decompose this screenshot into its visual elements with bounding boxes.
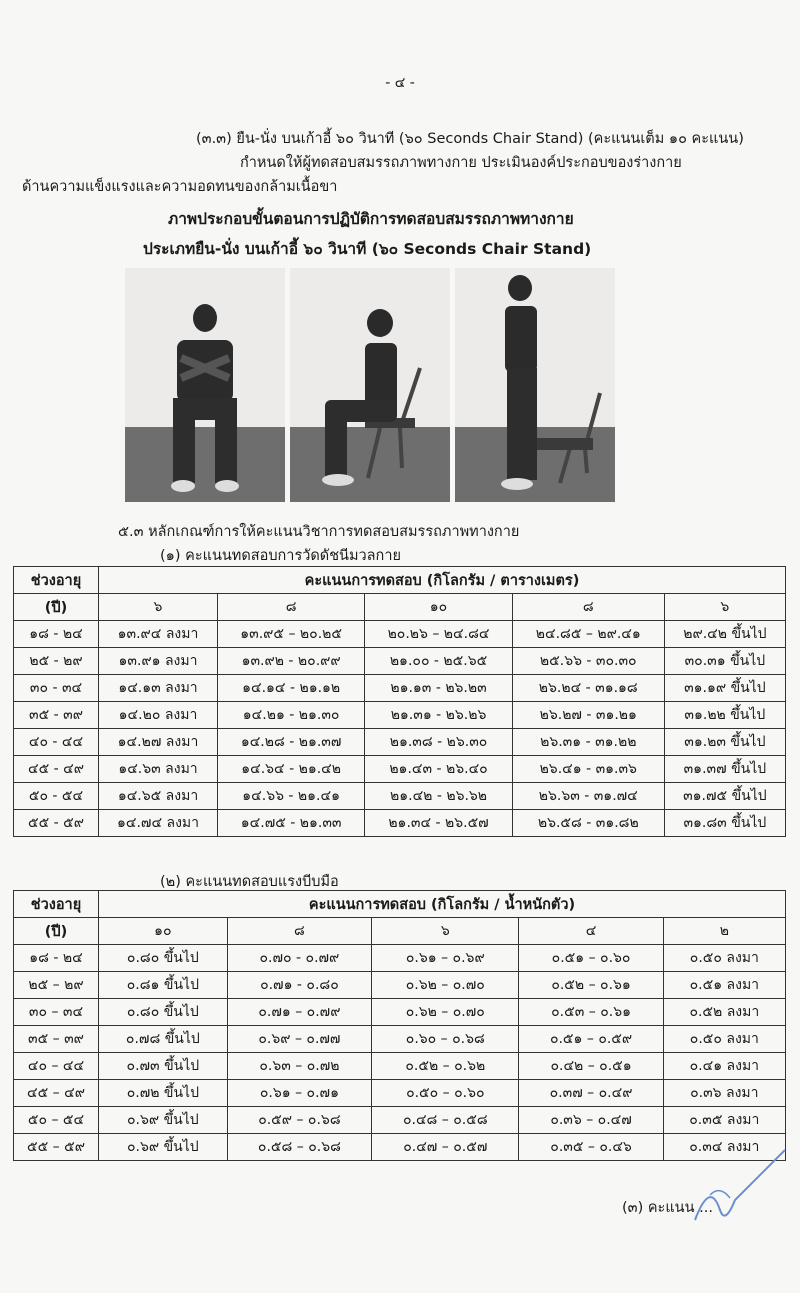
criteria-heading: ๕.๓ หลักเกณฑ์การให้คะแนนวิชาการทดสอบสมรรถภาพทางกาย: [118, 524, 520, 540]
score-cell: ๐.๘๐ ขึ้นไป: [99, 999, 228, 1026]
score-cell: ๐.๖๙ ขึ้นไป: [99, 1134, 228, 1161]
score-cell: ๑๔.๒๗ ลงมา: [99, 729, 218, 756]
score-header: ๘: [512, 594, 664, 621]
score-cell: ๑๔.๑๓ ลงมา: [99, 675, 218, 702]
score-cell: ๑๔.๒๘ - ๒๑.๓๗: [218, 729, 365, 756]
score-cell: ๑๔.๖๓ ลงมา: [99, 756, 218, 783]
age-header-unit: (ปี): [14, 594, 99, 621]
score-header: ๖: [664, 594, 785, 621]
score-cell: ๐.๖๑ – ๐.๖๙: [372, 945, 519, 972]
score-cell: ๒๖.๒๔ - ๓๑.๑๘: [512, 675, 664, 702]
table-row: [14, 675, 786, 702]
score-cell: ๓๑.๗๕ ขึ้นไป: [664, 783, 785, 810]
score-cell: ๐.๓๗ – ๐.๔๙: [519, 1080, 663, 1107]
score-cell: ๐.๗๑ - ๐.๘๐: [227, 972, 371, 999]
score-cell: ๒๑.๓๔ - ๒๖.๕๗: [365, 810, 513, 837]
score-cell: ๓๐.๓๑ ขึ้นไป: [664, 648, 785, 675]
score-cell: ๑๔.๒๐ ลงมา: [99, 702, 218, 729]
table-row: [14, 702, 786, 729]
group-header: คะแนนการทดสอบ (กิโลกรัม / น้ำหนักตัว): [99, 891, 786, 918]
table-row: [14, 945, 786, 972]
score-cell: ๐.๓๖ – ๐.๔๗: [519, 1107, 663, 1134]
score-header: ๑๐: [99, 918, 228, 945]
section-heading: (๓.๓) ยืน-นั่ง บนเก้าอี้ ๖๐ วินาที (๖๐ Seconds Chair Stand) (คะแนนเต็ม ๑๐ คะแนน): [196, 131, 744, 147]
score-cell: ๐.๗๐ - ๐.๗๙: [227, 945, 371, 972]
score-cell: ๐.๖๐ – ๐.๖๘: [372, 1026, 519, 1053]
photo-seated-side: [290, 268, 450, 502]
score-cell: ๑๔.๖๔ - ๒๑.๔๒: [218, 756, 365, 783]
score-cell: ๐.๖๑ – ๐.๗๑: [227, 1080, 371, 1107]
score-cell: ๑๔.๖๖ - ๒๑.๔๑: [218, 783, 365, 810]
score-cell: ๓๑.๑๙ ขึ้นไป: [664, 675, 785, 702]
grip-strength-table: [13, 890, 786, 1161]
score-header: ๑๐: [365, 594, 513, 621]
score-cell: ๐.๕๙ – ๐.๖๘: [227, 1107, 371, 1134]
score-header: ๖: [99, 594, 218, 621]
score-cell: ๐.๔๒ – ๐.๕๑: [519, 1053, 663, 1080]
score-cell: ๒๖.๓๑ - ๓๑.๒๒: [512, 729, 664, 756]
score-cell: ๐.๗๘ ขึ้นไป: [99, 1026, 228, 1053]
score-header: ๔: [519, 918, 663, 945]
table-row: [14, 621, 786, 648]
photo-seated-front: [125, 268, 285, 502]
score-cell: ๑๔.๒๑ - ๒๑.๓๐: [218, 702, 365, 729]
description-line-1: กำหนดให้ผู้ทดสอบสมรรถภาพทางกาย ประเมินองค์ประกอบของร่างกาย: [240, 155, 682, 171]
description-line-2: ด้านความแข็งแรงและความอดทนของกล้ามเนื้อขา: [22, 179, 338, 195]
score-cell: ๐.๖๙ ขึ้นไป: [99, 1107, 228, 1134]
score-cell: ๑๓.๙๒ - ๒๐.๙๙: [218, 648, 365, 675]
score-cell: ๐.๕๐ ลงมา: [663, 1026, 785, 1053]
table-row: [14, 648, 786, 675]
score-cell: ๐.๗๒ ขึ้นไป: [99, 1080, 228, 1107]
age-cell: ๕๕ – ๕๙: [14, 1134, 99, 1161]
score-cell: ๐.๘๐ ขึ้นไป: [99, 945, 228, 972]
figure-title-line-2: ประเภทยืน-นั่ง บนเก้าอี้ ๖๐ วินาที (๖๐ Seconds Chair Stand): [143, 240, 592, 258]
table1-caption: (๑) คะแนนทดสอบการวัดดัชนีมวลกาย: [160, 548, 401, 564]
score-cell: ๒๖.๒๗ - ๓๑.๒๑: [512, 702, 664, 729]
table-row: [14, 1107, 786, 1134]
score-cell: ๐.๕๑ ลงมา: [663, 972, 785, 999]
person-standing-side-icon: [455, 268, 615, 502]
score-cell: ๐.๓๖ ลงมา: [663, 1080, 785, 1107]
score-cell: ๒๐.๒๖ – ๒๔.๘๔: [365, 621, 513, 648]
age-cell: ๕๐ – ๕๔: [14, 1107, 99, 1134]
score-cell: ๐.๓๔ ลงมา: [663, 1134, 785, 1161]
age-cell: ๓๐ – ๓๔: [14, 999, 99, 1026]
age-header: ช่วงอายุ: [14, 567, 99, 594]
score-cell: ๒๙.๔๒ ขึ้นไป: [664, 621, 785, 648]
age-cell: ๕๕ - ๕๙: [14, 810, 99, 837]
score-cell: ๑๔.๖๕ ลงมา: [99, 783, 218, 810]
score-cell: ๐.๔๑ ลงมา: [663, 1053, 785, 1080]
score-cell: ๐.๕๒ – ๐.๖๒: [372, 1053, 519, 1080]
score-cell: ๒๑.๔๓ - ๒๖.๔๐: [365, 756, 513, 783]
score-cell: ๒๑.๔๒ - ๒๖.๖๒: [365, 783, 513, 810]
table-row: [14, 1026, 786, 1053]
score-cell: ๐.๓๕ ลงมา: [663, 1107, 785, 1134]
group-header: คะแนนการทดสอบ (กิโลกรัม / ตารางเมตร): [99, 567, 786, 594]
score-cell: ๐.๕๒ – ๐.๖๑: [519, 972, 663, 999]
score-cell: ๒๑.๓๘ - ๒๖.๓๐: [365, 729, 513, 756]
age-cell: ๑๘ - ๒๔: [14, 945, 99, 972]
photo-standing-side: [455, 268, 615, 502]
score-cell: ๐.๖๙ – ๐.๗๗: [227, 1026, 371, 1053]
score-header: ๖: [372, 918, 519, 945]
score-cell: ๐.๗๑ – ๐.๗๙: [227, 999, 371, 1026]
score-cell: ๒๑.๓๑ - ๒๖.๒๖: [365, 702, 513, 729]
table-row: [14, 783, 786, 810]
table-row: [14, 729, 786, 756]
score-cell: ๒๑.๐๐ - ๒๕.๖๕: [365, 648, 513, 675]
score-cell: ๑๔.๗๕ - ๒๑.๓๓: [218, 810, 365, 837]
table-row: [14, 972, 786, 999]
score-cell: ๐.๖๒ – ๐.๗๐: [372, 972, 519, 999]
age-cell: ๑๘ - ๒๔: [14, 621, 99, 648]
figure-title-line-1: ภาพประกอบขั้นตอนการปฏิบัติการทดสอบสมรรถภาพทางกาย: [168, 210, 574, 228]
score-cell: ๐.๕๐ ลงมา: [663, 945, 785, 972]
score-cell: ๓๑.๒๒ ขึ้นไป: [664, 702, 785, 729]
age-cell: ๒๕ - ๒๙: [14, 648, 99, 675]
table2-caption: (๒) คะแนนทดสอบแรงบีบมือ: [160, 874, 339, 890]
score-cell: ๑๔.๑๔ - ๒๑.๑๒: [218, 675, 365, 702]
score-cell: ๒๖.๖๓ - ๓๑.๗๔: [512, 783, 664, 810]
age-cell: ๔๐ – ๔๔: [14, 1053, 99, 1080]
score-cell: ๐.๓๕ – ๐.๔๖: [519, 1134, 663, 1161]
score-cell: ๐.๔๗ – ๐.๕๗: [372, 1134, 519, 1161]
age-cell: ๓๐ - ๓๔: [14, 675, 99, 702]
signature-icon: [690, 1140, 790, 1230]
score-cell: ๐.๕๓ – ๐.๖๑: [519, 999, 663, 1026]
table-row: [14, 999, 786, 1026]
score-cell: ๐.๘๑ ขึ้นไป: [99, 972, 228, 999]
score-cell: ๒๖.๕๘ - ๓๑.๘๒: [512, 810, 664, 837]
age-header: ช่วงอายุ: [14, 891, 99, 918]
person-seated-side-icon: [290, 268, 450, 502]
score-cell: ๐.๖๒ – ๐.๗๐: [372, 999, 519, 1026]
score-cell: ๐.๖๓ – ๐.๗๒: [227, 1053, 371, 1080]
age-cell: ๓๕ - ๓๙: [14, 702, 99, 729]
age-cell: ๕๐ - ๕๔: [14, 783, 99, 810]
age-cell: ๔๕ - ๔๙: [14, 756, 99, 783]
score-cell: ๐.๕๐ – ๐.๖๐: [372, 1080, 519, 1107]
photo-strip: [125, 268, 615, 502]
score-cell: ๒๖.๔๑ - ๓๑.๓๖: [512, 756, 664, 783]
age-cell: ๓๕ – ๓๙: [14, 1026, 99, 1053]
score-header: ๘: [218, 594, 365, 621]
score-cell: ๐.๗๓ ขึ้นไป: [99, 1053, 228, 1080]
score-cell: ๓๑.๘๓ ขึ้นไป: [664, 810, 785, 837]
score-header: ๘: [227, 918, 371, 945]
score-cell: ๒๑.๑๓ - ๒๖.๒๓: [365, 675, 513, 702]
score-cell: ๒๕.๖๖ - ๓๐.๓๐: [512, 648, 664, 675]
score-cell: ๐.๔๘ – ๐.๕๘: [372, 1107, 519, 1134]
age-header-unit: (ปี): [14, 918, 99, 945]
table-row: [14, 1080, 786, 1107]
score-cell: ๐.๕๑ – ๐.๕๙: [519, 1026, 663, 1053]
score-cell: ๑๓.๙๔ ลงมา: [99, 621, 218, 648]
score-cell: ๐.๕๘ – ๐.๖๘: [227, 1134, 371, 1161]
score-cell: ๑๓.๙๑ ลงมา: [99, 648, 218, 675]
score-cell: ๐.๕๒ ลงมา: [663, 999, 785, 1026]
bmi-score-table: [13, 566, 786, 837]
person-seated-front-icon: [125, 268, 285, 502]
score-cell: ๐.๕๑ – ๐.๖๐: [519, 945, 663, 972]
table-row: [14, 1053, 786, 1080]
score-cell: ๑๔.๗๔ ลงมา: [99, 810, 218, 837]
score-cell: ๓๑.๒๓ ขึ้นไป: [664, 729, 785, 756]
age-cell: ๔๐ - ๔๔: [14, 729, 99, 756]
score-cell: ๒๔.๘๕ – ๒๙.๔๑: [512, 621, 664, 648]
table-row: [14, 810, 786, 837]
table-row: [14, 1134, 786, 1161]
age-cell: ๒๕ – ๒๙: [14, 972, 99, 999]
continuation-text: (๓) คะแนน ...: [622, 1200, 713, 1216]
age-cell: ๔๕ – ๔๙: [14, 1080, 99, 1107]
table-row: [14, 756, 786, 783]
score-header: ๒: [663, 918, 785, 945]
score-cell: ๑๓.๙๕ – ๒๐.๒๕: [218, 621, 365, 648]
page-number: - ๔ -: [385, 75, 415, 91]
score-cell: ๓๑.๓๗ ขึ้นไป: [664, 756, 785, 783]
